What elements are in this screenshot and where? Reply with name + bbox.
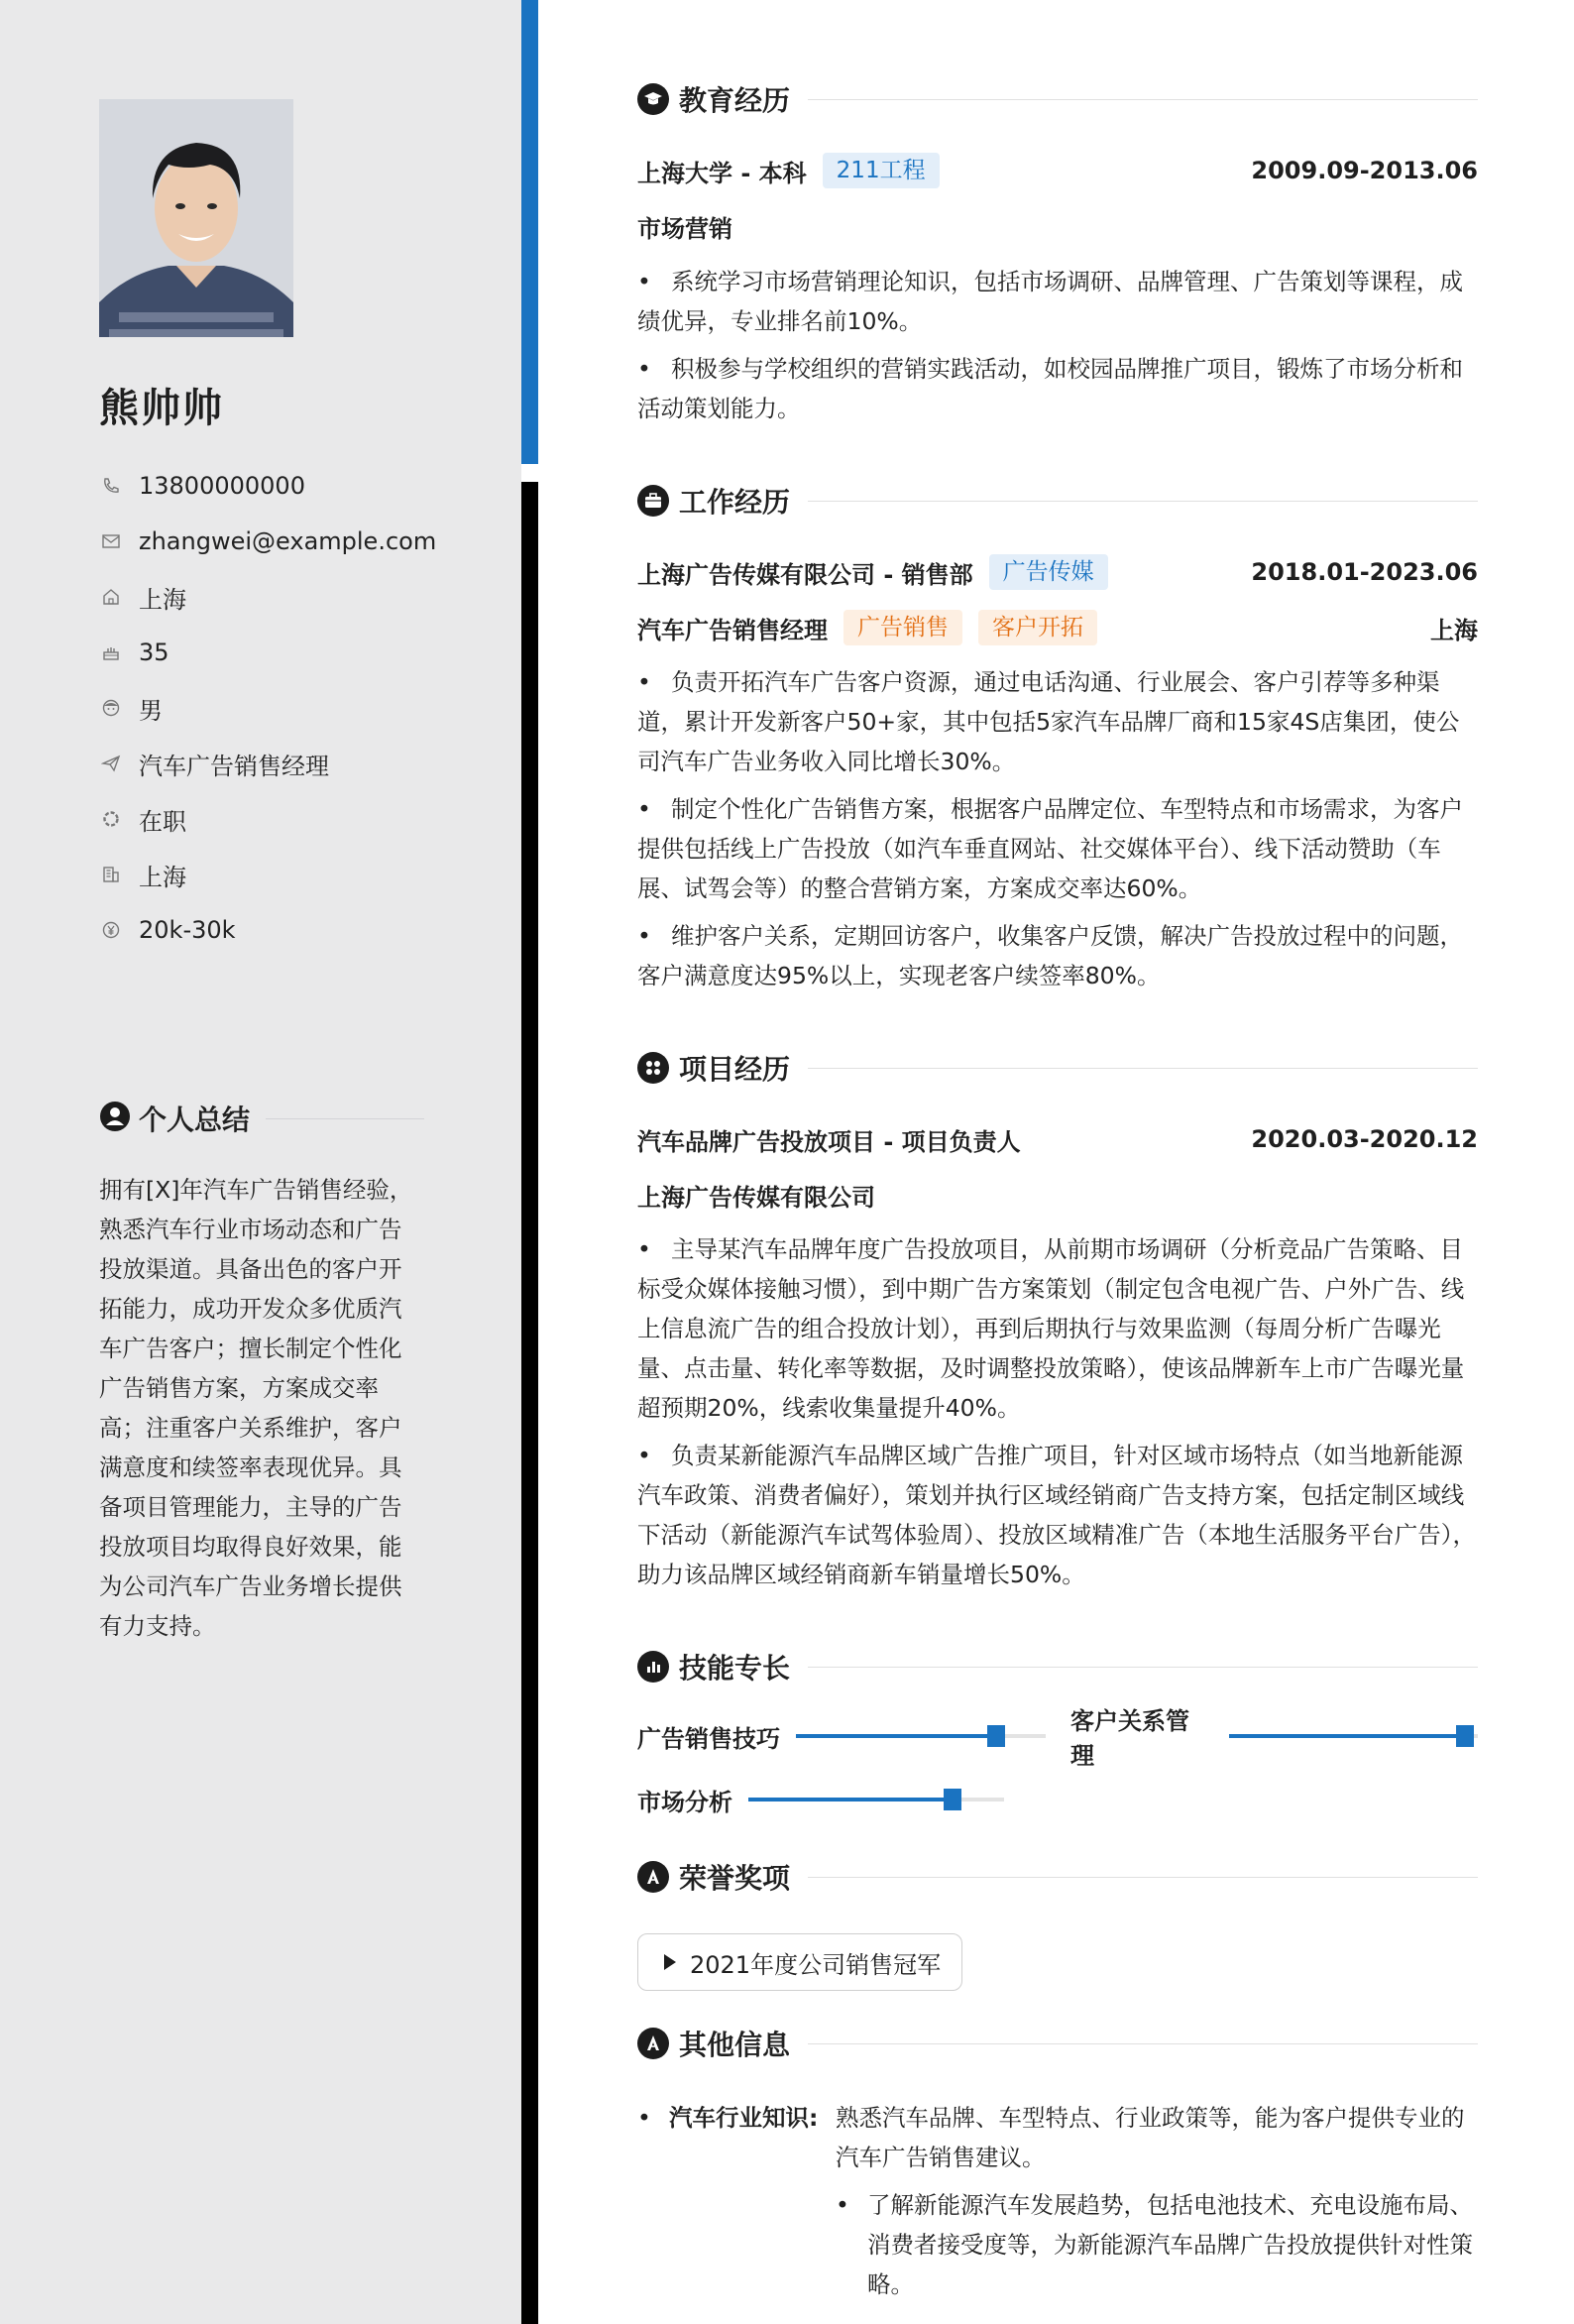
bullet-text: 维护客户关系，定期回访客户，收集客户反馈，解决广告投放过程中的问题，客户满意度达95%以上，实现老客户续签率80%。 [637,922,1463,989]
company-name: 上海广告传媒有限公司 - 销售部 [637,560,973,589]
skills-title: 技能专长 [679,1652,791,1685]
list-item [637,789,1478,908]
education-date: 2009.09-2013.06 [1251,157,1478,184]
yen-icon [99,918,123,942]
mail-icon [99,529,123,553]
bullet-text: 负责开拓汽车广告客户资源，通过电话沟通、行业展会、客户引荐等多种渠道，累计开发新客户50+家，其中包括5家汽车品牌厂商和15家4S店集团，使公司汽车广告业务收入同比增长30%。 [637,668,1460,775]
skill-fill [748,1798,953,1801]
other-info [637,2098,1478,2304]
education-header-row [637,151,1478,190]
info-location [99,569,436,625]
skill-item [1070,1707,1478,1770]
summary-divider [266,1118,424,1119]
role-tag: 客户开拓 [978,610,1097,645]
award-chip [637,1933,962,1991]
bullet-text: 制定个性化广告销售方案，根据客户品牌定位、车型特点和市场需求，为客户提供包括线上广告投放（如汽车垂直网站、社交媒体平台）、线下活动赞助（车展、试驾会等）的整合营销方案，方案成交率达60%。 [637,795,1463,902]
work-date: 2018.01-2023.06 [1251,558,1478,586]
other-heading [637,2024,1478,2063]
location-text: 上海 [139,585,186,614]
info-email [99,514,436,569]
skill-item [637,1716,1046,1756]
skill-bar [1229,1734,1478,1738]
role-name: 汽车广告销售经理 [637,616,828,644]
skill-fill [1229,1734,1466,1738]
bullet-text: 系统学习市场营销理论知识，包括市场调研、品牌管理、广告策划等课程，成绩优异，专业排名前10%。 [637,268,1463,335]
position-text: 汽车广告销售经理 [139,752,329,780]
phone-text: 13800000000 [139,472,305,500]
bullet-text: 积极参与学校组织的营销实践活动，如校园品牌推广项目，锻炼了市场分析和活动策划能力。 [637,355,1463,422]
school-name: 上海大学 - 本科 [637,159,807,187]
email-text: zhangwei@example.com [139,527,437,555]
gender-text: 男 [139,696,163,725]
project-title: 项目经历 [679,1053,791,1086]
other-title: 其他信息 [679,2029,791,2061]
candidate-name: 熊帅帅 [99,386,224,431]
bullet-text: 主导某汽车品牌年度广告投放项目，从前期市场调研（分析竞品广告策略、目标受众媒体接触习惯），到中期广告方案策划（制定包含电视广告、户外广告、线上信息流广告的组合投放计划），再到后期执行与效果监测（每周分析广告曝光量、点击量、转化率等数据，及时调整投放策略），使该品牌新车上市广告曝光量超预期20%，线索收集量提升40%。 [637,1235,1465,1422]
info-gender [99,680,436,736]
work-city: 上海 [1430,616,1478,644]
other-text: 熟悉汽车品牌、车型特点、行业政策等，能为客户提供专业的汽车广告销售建议。 [836,2104,1465,2171]
status-text: 在职 [139,807,186,836]
education-bullets [637,262,1478,436]
salary-text: 20k-30k [139,916,236,944]
summary-heading [99,1099,424,1138]
education-heading [637,79,1478,119]
skill-name: 市场分析 [637,1788,732,1816]
list-item [637,349,1478,428]
company-tag: 广告传媒 [989,554,1108,590]
other-divider [808,2043,1478,2044]
status-icon [99,807,123,831]
home-icon [99,585,123,609]
list-item [637,1229,1478,1428]
education-divider [808,99,1478,100]
building-icon [99,863,123,886]
award-text: 2021年度公司销售冠军 [690,1950,942,1979]
info-phone [99,458,436,514]
project-company: 上海广告传媒有限公司 [637,1183,875,1212]
major-row [637,206,1478,246]
summary-text: 拥有[X]年汽车广告销售经验，熟悉汽车行业市场动态和广告投放渠道。具备出色的客户开拓能力，成功开发众多优质汽车广告客户；擅长制定个性化广告销售方案，方案成交率高；注重客户关系维护，客户满意度和续签率表现优异。具备项目管理能力，主导的广告投放项目均取得良好效果，能为公司汽车广告业务增长提供有力支持。 [99,1176,413,1640]
contact-info-list [99,458,436,958]
other-label: 汽车行业知识: [669,2104,819,2132]
awards-divider [808,1877,1478,1878]
cake-icon [99,640,123,664]
bullet-dot: • [836,2191,849,2219]
skill-bar [748,1798,1004,1801]
bar-chart-icon [637,1651,669,1683]
education-title: 教育经历 [679,84,791,117]
bullet-dot: • [637,2104,651,2132]
accent-bar-black [521,482,538,2324]
award-icon [637,1861,669,1893]
project-header-row [637,1119,1478,1159]
work-bullets [637,662,1478,1003]
briefcase-icon [637,485,669,517]
skill-item [637,1780,1004,1819]
work-heading [637,481,1478,521]
list-item [637,1436,1478,1594]
sidebar [0,0,521,2324]
list-item [637,662,1478,781]
work-divider [808,501,1478,502]
info-city [99,847,436,902]
user-icon [99,1101,131,1136]
city-text: 上海 [139,863,186,891]
awards-title: 荣誉奖项 [679,1862,791,1895]
skill-bar [796,1734,1046,1738]
info-salary [99,902,436,958]
face-icon [99,696,123,720]
list-item [637,916,1478,995]
profile-photo [99,99,293,337]
skills-divider [808,1667,1478,1668]
skill-knob [944,1789,961,1810]
skills-heading [637,1647,1478,1686]
skill-fill [796,1734,996,1738]
work-title: 工作经历 [679,486,791,519]
skill-name: 客户关系管理 [1070,1707,1189,1770]
other-sub-item [637,2185,1478,2304]
awards-heading [637,1857,1478,1897]
project-company-row [637,1175,1478,1215]
bullet-text: 负责某新能源汽车品牌区域广告推广项目，针对区域市场特点（如当地新能源汽车政策、消费者偏好），策划并执行区域经销商广告支持方案，包括定制区域线下活动（新能源汽车试驾体验周）、投放区域精准广告（本地生活服务平台广告），助力该品牌区域经销商新车销量增长50%。 [637,1442,1476,1588]
summary-title: 个人总结 [139,1104,251,1136]
project-heading [637,1048,1478,1088]
info-position [99,736,436,791]
work-header-row [637,552,1478,592]
project-bullets [637,1229,1478,1602]
skill-knob [987,1725,1005,1747]
grid-icon [637,1052,669,1084]
project-name: 汽车品牌广告投放项目 - 项目负责人 [637,1127,1021,1156]
send-icon [99,752,123,775]
other-item [637,2098,1478,2177]
other-sub-text: 了解新能源汽车发展趋势，包括电池技术、充电设施布局、消费者接受度等，为新能源汽车品牌广告投放提供针对性策略。 [867,2191,1473,2298]
skill-name: 广告销售技巧 [637,1724,780,1753]
project-divider [808,1068,1478,1069]
skill-knob [1456,1725,1474,1747]
info-icon [637,2028,669,2059]
accent-bar-blue [521,0,538,464]
list-item [637,262,1478,341]
info-status [99,791,436,847]
play-triangle-icon [664,1954,676,1970]
role-tag: 广告销售 [843,610,962,645]
graduation-cap-icon [637,83,669,115]
school-tag: 211工程 [823,153,940,188]
age-text: 35 [139,639,169,666]
phone-icon [99,474,123,498]
role-row [637,608,1478,647]
major-name: 市场营销 [637,214,732,243]
project-date: 2020.03-2020.12 [1251,1125,1478,1153]
info-age [99,625,436,680]
